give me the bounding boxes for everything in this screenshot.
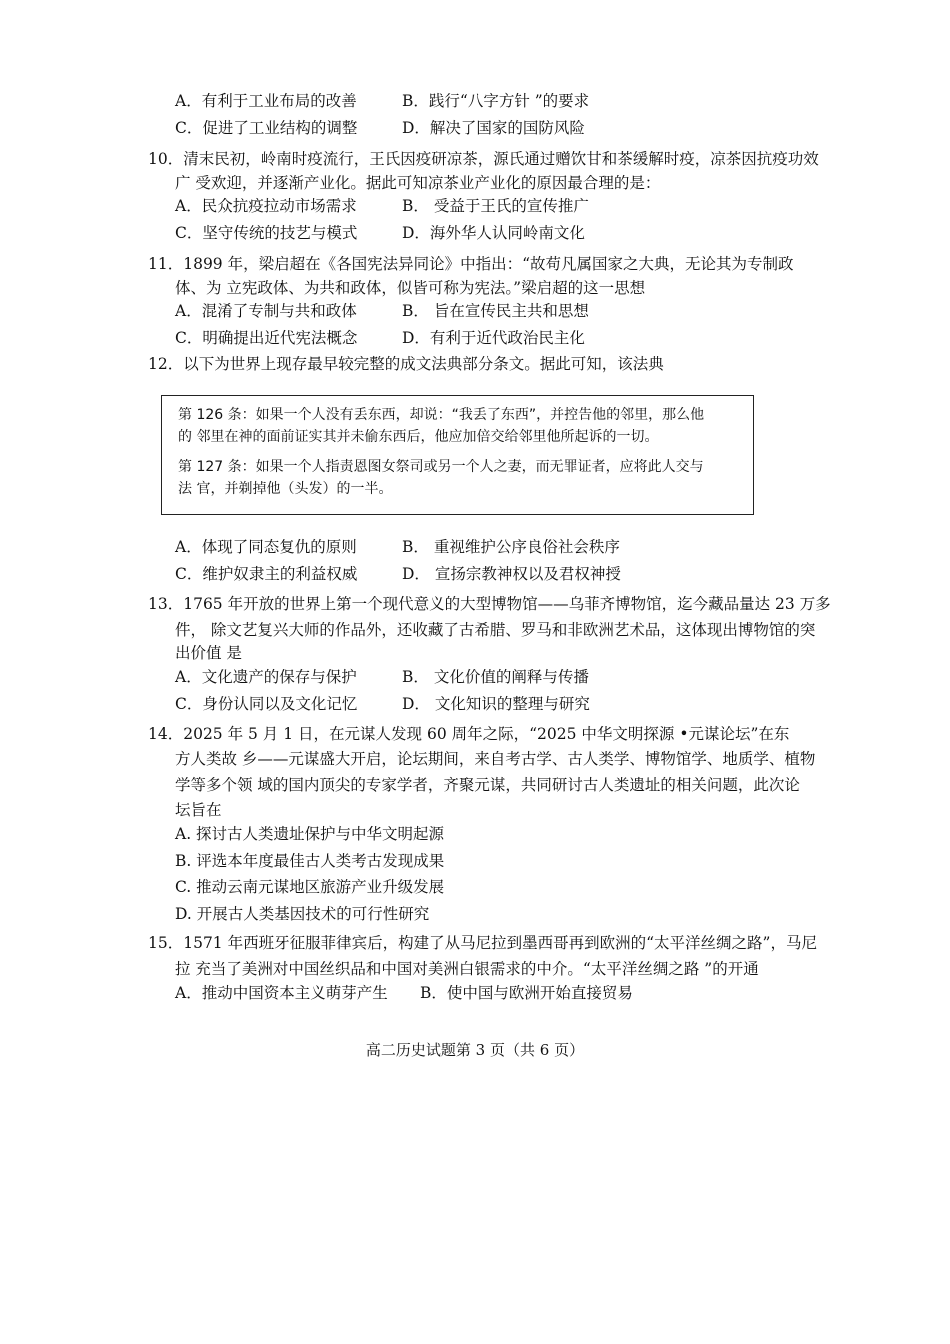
q12-law-excerpt-box (161, 395, 754, 515)
q13-option-a: A．文化遗产的保存与保护 (175, 668, 357, 686)
q11-option-d: D．有利于近代政治民主化 (402, 329, 585, 347)
q14-option-a: A. 探讨古人类遗址保护与中华文明起源 (175, 825, 445, 843)
q14-option-b: B. 评选本年度最佳古人类考古发现成果 (175, 852, 445, 870)
q12-option-c: C．维护奴隶主的利益权威 (175, 565, 358, 583)
q10-stem-line2: 广 受欢迎，并逐渐产业化。据此可知凉茶业产业化的原因最合理的是： (175, 174, 661, 192)
q11-option-c: C．明确提出近代宪法概念 (175, 329, 358, 347)
q12-option-d: D． 宣扬宗教神权以及君权神授 (402, 565, 621, 583)
q9-option-c: C．促进了工业结构的调整 (175, 119, 358, 137)
q15-option-a: A．推动中国资本主义萌芽产生 (175, 984, 388, 1002)
q14-option-c: C. 推动云南元谋地区旅游产业升级发展 (175, 878, 445, 896)
q13-stem-line3: 出价值 是 (175, 644, 242, 662)
q9-option-b: B．践行“八字方针 ”的要求 (402, 92, 590, 110)
q10-option-c: C．坚守传统的技艺与模式 (175, 224, 358, 242)
q14-option-d: D. 开展古人类基因技术的可行性研究 (175, 905, 430, 923)
q14-stem-line2: 方人类故 乡——元谋盛大开启，论坛期间，来自考古学、古人类学、博物馆学、地质学、植物 (175, 750, 816, 768)
q10-stem-line1: 10．清末民初，岭南时疫流行，王氏因疫研凉茶，源氏通过赠饮甘和茶缓解时疫，凉茶因抗疫功效 (148, 150, 819, 168)
q10-option-b: B． 受益于王氏的宣传推广 (402, 197, 589, 215)
q15-stem-line2: 拉 充当了美洲对中国丝织品和中国对美洲白银需求的中介。“太平洋丝绸之路 ”的开通 (175, 960, 759, 978)
q15-option-b: B．使中国与欧洲开始直接贸易 (420, 984, 633, 1002)
q13-option-d: D． 文化知识的整理与研究 (402, 695, 590, 713)
q13-stem-line2: 件， 除文艺复兴大师的作品外，还收藏了古希腊、罗马和非欧洲艺术品，这体现出博物馆的突 (175, 621, 816, 639)
q14-stem-line4: 坛旨在 (175, 801, 222, 819)
q12-box-line4: 法 官，并剃掉他（头发）的一半。 (178, 481, 393, 497)
q9-option-d: D．解决了国家的国防风险 (402, 119, 585, 137)
q15-stem-line1: 15．1571 年西班牙征服菲律宾后，构建了从马尼拉到墨西哥再到欧洲的“太平洋丝绸之路”，马尼 (148, 934, 817, 952)
q11-stem-line1: 11．1899 年，梁启超在《各国宪法异同论》中指出：“故苟凡属国家之大典，无论其为专制政 (148, 255, 794, 273)
q12-box-line2: 的 邻里在神的面前证实其并未偷东西后，他应加倍交给邻里他所起诉的一切。 (178, 429, 659, 445)
q12-option-b: B． 重视维护公序良俗社会秩序 (402, 538, 620, 556)
q11-option-b: B． 旨在宣传民主共和思想 (402, 302, 589, 320)
q14-stem-line1: 14．2025 年 5 月 1 日，在元谋人发现 60 周年之际，“2025 中华文明探源 •元谋论坛”在东 (148, 725, 790, 743)
q13-option-c: C．身份认同以及文化记忆 (175, 695, 358, 713)
q12-box-line1: 第 126 条：如果一个人没有丢东西，却说：“我丢了东西”，并控告他的邻里，那么他 (178, 407, 705, 423)
q10-option-d: D．海外华人认同岭南文化 (402, 224, 585, 242)
q10-option-a: A．民众抗疫拉动市场需求 (175, 197, 357, 215)
q13-stem-line1: 13．1765 年开放的世界上第一个现代意义的大型博物馆——乌菲齐博物馆，迄今藏品量达 23 万多 (148, 595, 831, 613)
q12-option-a: A．体现了同态复仇的原则 (175, 538, 357, 556)
page-footer: 高二历史试题第 3 页（共 6 页） (365, 1041, 585, 1059)
q11-option-a: A．混淆了专制与共和政体 (175, 302, 357, 320)
q9-option-a: A．有利于工业布局的改善 (175, 92, 357, 110)
q12-box-line3: 第 127 条：如果一个人指责恩图女祭司或另一个人之妻，而无罪证者，应将此人交与 (178, 459, 704, 475)
q12-stem-line1: 12．以下为世界上现存最早较完整的成文法典部分条文。据此可知，该法典 (148, 355, 664, 373)
q14-stem-line3: 学等多个领 域的国内顶尖的专家学者，齐聚元谋，共同研讨古人类遗址的相关问题，此次论 (175, 776, 800, 794)
q11-stem-line2: 体、为 立宪政体、为共和政体，似皆可称为宪法。”梁启超的这一思想 (175, 279, 646, 297)
q13-option-b: B． 文化价值的阐释与传播 (402, 668, 589, 686)
